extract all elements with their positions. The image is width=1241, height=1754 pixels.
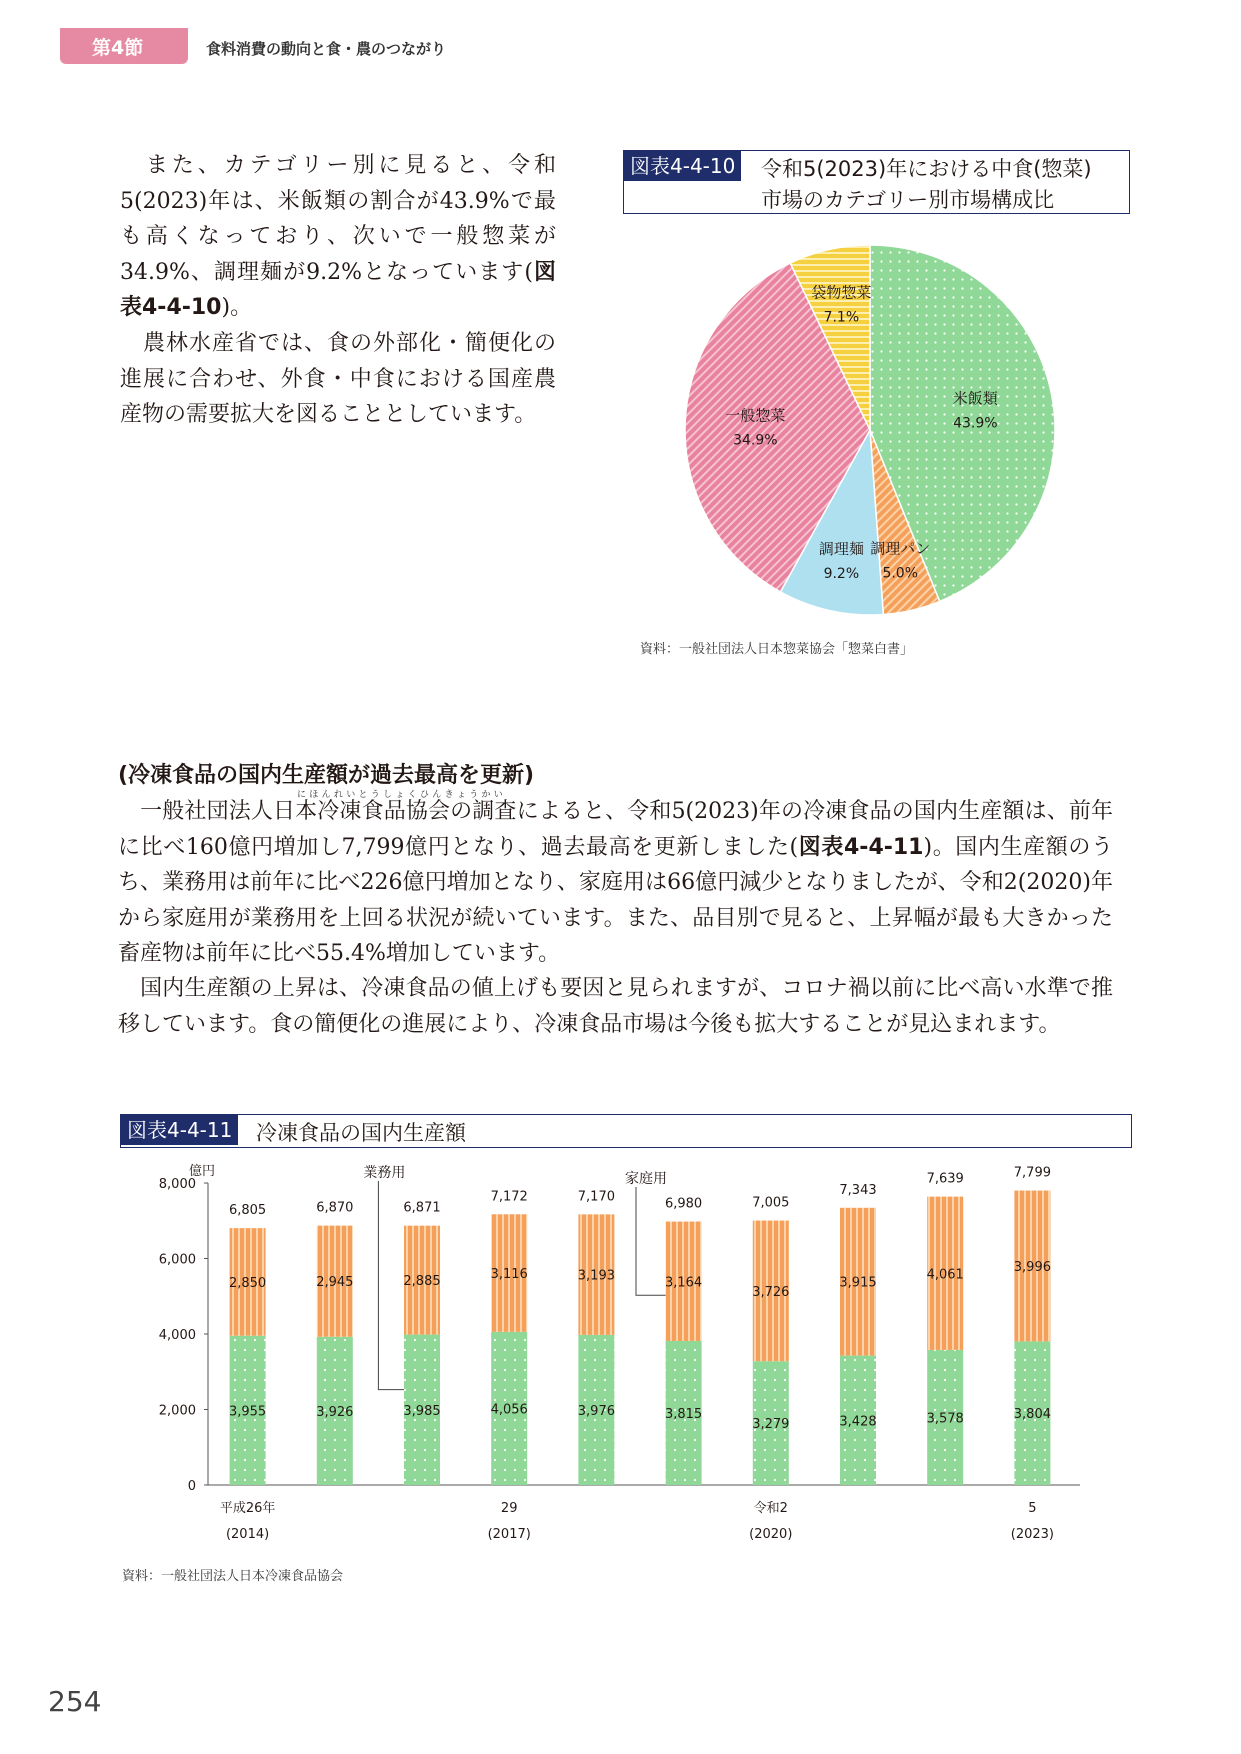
figure2-heading: [120, 1114, 1132, 1148]
bar-value-label: 3,164: [664, 1275, 703, 1291]
bar-total-label: 7,799: [1013, 1165, 1052, 1181]
bar-value-label: 4,056: [490, 1402, 528, 1418]
legend-business: 業務用: [363, 1165, 406, 1181]
intro-text-1a: また、カテゴリー別に見ると、令和5(2023)年は、米飯類の割合が43.9%で最も高くなっており、次いで一般惣菜が34.9%、調理麺が9.2%となっています(: [120, 153, 556, 285]
pie-slice-value: 7.1%: [823, 309, 860, 326]
x-tick-label-year: (2014): [225, 1527, 270, 1542]
x-tick-label: 29: [500, 1501, 518, 1516]
pie-slice-label: 米飯類: [952, 389, 998, 408]
bar-total-label: 7,170: [577, 1189, 616, 1205]
y-tick-label: 4,000: [158, 1328, 196, 1343]
pie-slice-label: 袋物惣菜: [811, 283, 872, 302]
section-paragraph-2: [118, 971, 1113, 1042]
chapter-title: 食料消費の動向と食・農のつながり: [206, 40, 447, 58]
bar-total-label: 7,639: [926, 1171, 964, 1187]
intro-text-1b: )。: [221, 295, 253, 320]
bar-value-label: 3,815: [664, 1406, 703, 1422]
section-text-1b: )。国内生産額のうち、業務用は前年に比べ226億円増加となり、家庭用は66億円減少となりましたが、令和2(2020)年から家庭用が業務用を上回る状況が続いています。また、品目別で見ると、上昇幅が最も大きかった畜産物は前年に比べ55.4%増加しています。: [118, 834, 1113, 966]
pie-chart: [670, 230, 1070, 630]
figure-ref-4-4-10: 図表4-4-10: [120, 259, 556, 320]
bar-total-label: 7,343: [839, 1182, 877, 1198]
bar-value-label: 2,850: [228, 1275, 267, 1291]
pie-slice-label: 調理パン: [870, 539, 931, 558]
bar-total-label: 7,005: [752, 1195, 790, 1211]
section-tab-label: 第4節: [92, 36, 144, 59]
x-tick-label-year: (2020): [749, 1527, 793, 1542]
bar-value-label: 3,578: [926, 1411, 964, 1427]
y-tick-label: 6,000: [158, 1252, 196, 1268]
bar-value-label: 3,996: [1013, 1259, 1052, 1275]
x-tick-label: 令和2: [753, 1501, 788, 1516]
pie-slice-value: 34.9%: [733, 432, 778, 449]
section-tab: [60, 28, 188, 64]
intro-text-2: 農林水産省では、食の外部化・簡便化の進展に合わせ、外食・中食における国産農産物の需要拡大を図ることとしています。: [120, 331, 556, 427]
figure1-source: 資料：一般社団法人日本惣菜協会「惣菜白書」: [640, 642, 914, 657]
section-text-1a: 一般社団法人日本冷凍食品協会の調査によると、令和5(2023)年の冷凍食品の国内生産額は、前年に比べ160億円増加し7,799億円となり、過去最高を更新しました(: [118, 799, 1113, 860]
figure2-title: 冷凍食品の国内生産額: [256, 1121, 466, 1145]
x-tick-label-year: (2017): [487, 1527, 531, 1542]
intro-paragraph-2: [120, 326, 556, 433]
figure-ref-4-4-11: 図表4-4-11: [798, 834, 924, 860]
pie-slice-label: 調理麺: [818, 540, 864, 559]
callout-line-household: [636, 1187, 666, 1295]
legend-household: 家庭用: [625, 1171, 667, 1187]
bar-value-label: 3,279: [752, 1417, 790, 1433]
bar-value-label: 4,061: [926, 1267, 964, 1283]
bar-value-label: 3,116: [490, 1267, 528, 1283]
bar-value-label: 3,726: [752, 1284, 790, 1300]
bar-chart: [120, 1155, 1120, 1575]
bar-total-label: 7,172: [490, 1189, 528, 1205]
figure1-heading: [623, 150, 1130, 214]
bar-total-label: 6,805: [228, 1203, 267, 1219]
y-axis-unit: 億円: [188, 1164, 216, 1179]
x-tick-label-year: (2023): [1010, 1527, 1055, 1542]
bar-value-label: 3,985: [403, 1403, 441, 1419]
bar-value-label: 3,915: [839, 1275, 877, 1291]
figure1-title-line1: 令和5(2023)年における中食(惣菜): [761, 157, 1092, 181]
figure2-number: 図表4-4-11: [121, 1115, 238, 1145]
figure1-title-line2: 市場のカテゴリー別市場構成比: [761, 188, 1055, 212]
figure2-source: 資料：一般社団法人日本冷凍食品協会: [122, 1569, 344, 1584]
x-tick-label: 5: [1028, 1501, 1037, 1516]
bar-value-label: 3,926: [316, 1404, 354, 1420]
bar-total-label: 6,871: [403, 1200, 441, 1216]
y-tick-label: 0: [187, 1479, 196, 1494]
bar-value-label: 2,885: [403, 1274, 441, 1290]
bar-value-label: 3,193: [577, 1268, 616, 1284]
section-text-2: 国内生産額の上昇は、冷凍食品の値上げも要因と見られますが、コロナ禍以前に比べ高い水準で推移しています。食の簡便化の進展により、冷凍食品市場は今後も拡大することが見込まれます。: [118, 976, 1113, 1037]
bar-value-label: 3,428: [839, 1414, 877, 1430]
section-heading: (冷凍食品の国内生産額が過去最高を更新): [118, 763, 535, 788]
bar-value-label: 2,945: [316, 1275, 354, 1291]
section-paragraph-1: [118, 794, 1113, 972]
page-number: 254: [48, 1685, 102, 1718]
pie-slice-value: 9.2%: [823, 566, 860, 583]
intro-paragraph-1: [120, 148, 556, 326]
y-tick-label: 2,000: [158, 1403, 196, 1419]
pie-slice-value: 43.9%: [953, 415, 998, 432]
ruby-annotation: にほんれいとうしょくひんきょうかい: [297, 790, 507, 800]
pie-slice-value: 5.0%: [882, 565, 919, 582]
bar-total-label: 6,870: [316, 1200, 354, 1216]
bar-total-label: 6,980: [664, 1196, 703, 1212]
bar-value-label: 3,804: [1013, 1407, 1052, 1423]
callout-line-business: [378, 1181, 404, 1390]
x-tick-label: 平成26年: [219, 1501, 276, 1516]
bar-value-label: 3,976: [577, 1403, 616, 1419]
y-tick-label: 8,000: [158, 1177, 196, 1192]
figure1-number: 図表4-4-10: [624, 151, 741, 181]
pie-slice-label: 一般惣菜: [725, 406, 786, 425]
bar-value-label: 3,955: [228, 1404, 267, 1420]
